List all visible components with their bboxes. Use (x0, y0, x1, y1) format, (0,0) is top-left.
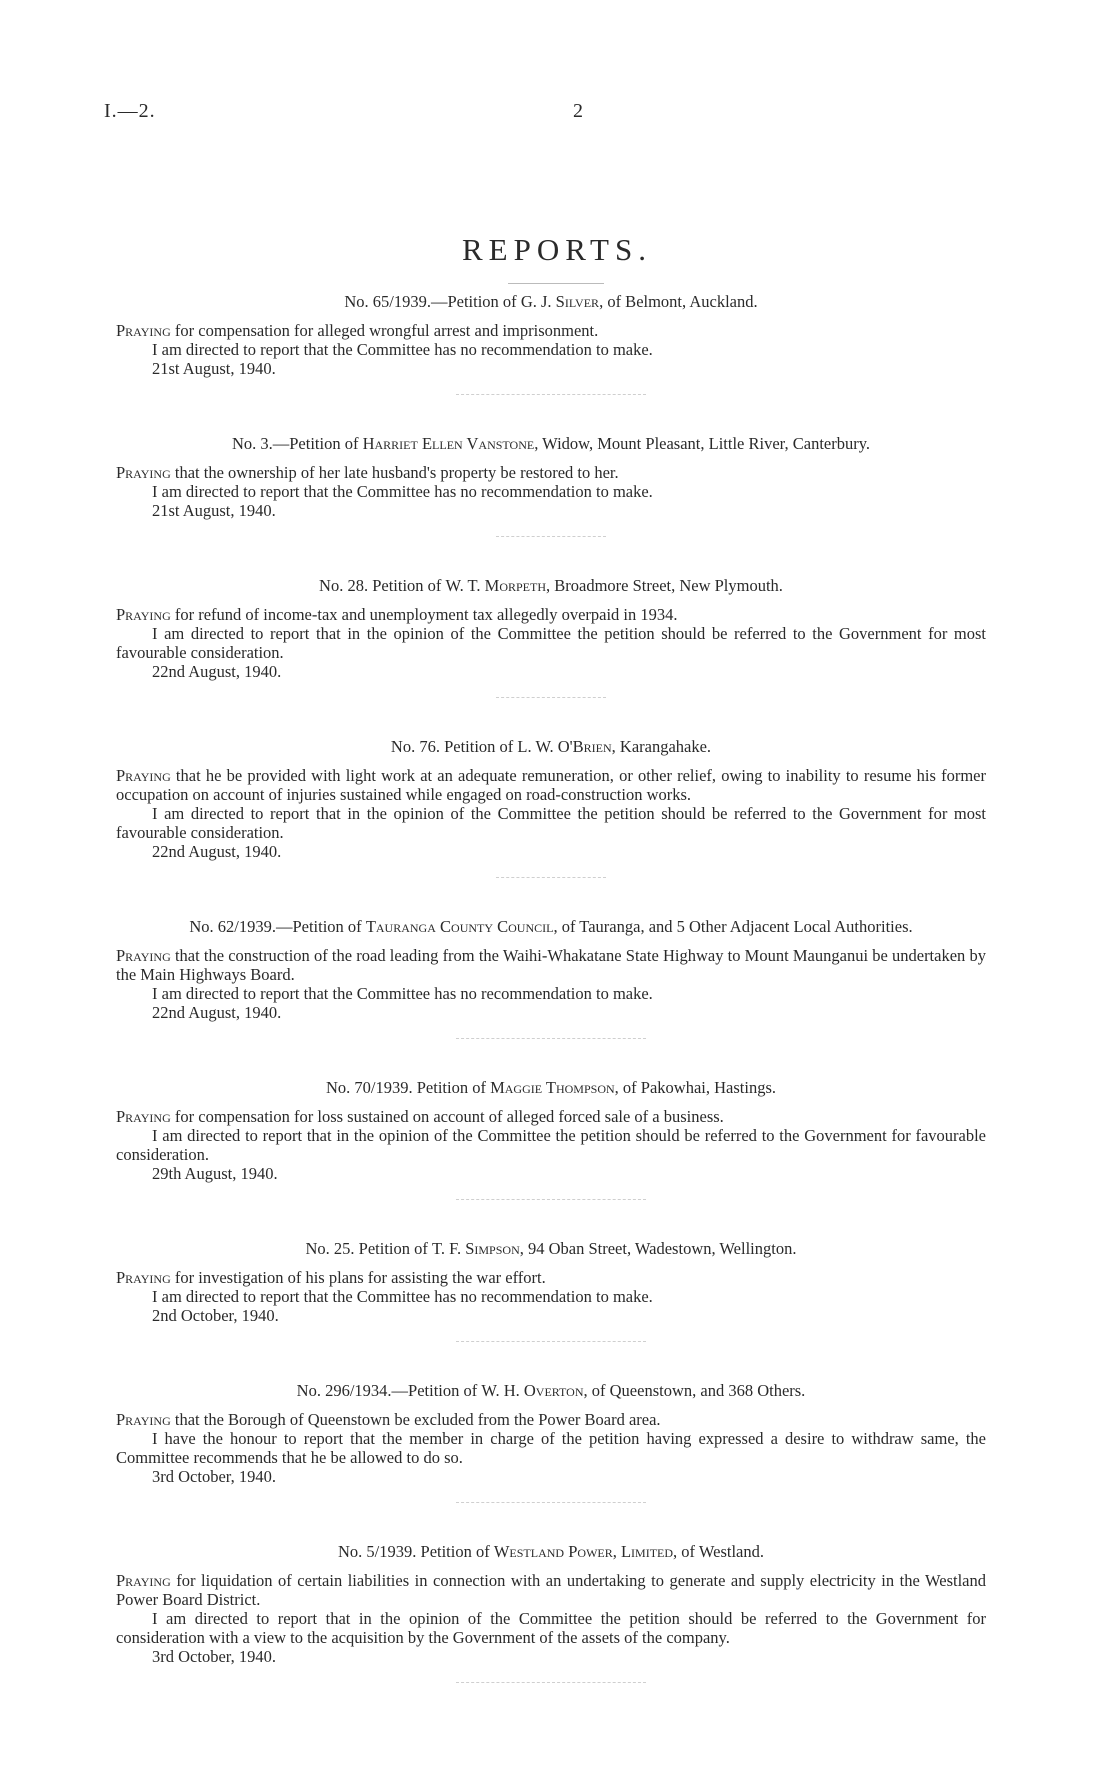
petition-entry-1 (116, 292, 986, 396)
petition-prayer: Praying that he be provided with light work at an adequate remuneration, or other relief, owing to inability to resume his former occupation on account of injuries sustained while engaged on road-construction works. (116, 766, 986, 804)
petition-entry-8 (116, 1381, 986, 1504)
entry-divider (496, 697, 606, 699)
report-date: 3rd October, 1940. (152, 1647, 276, 1666)
committee-report: I am directed to report that in the opinion of the Committee the petition should be referred to the Government for consideration with a view to the acquisition by the Government of the assets of the company. (116, 1609, 986, 1647)
report-date: 22nd August, 1940. (152, 1003, 282, 1022)
entry-divider (456, 394, 646, 396)
document-reference: I.—2. (104, 100, 156, 122)
committee-report: I am directed to report that the Committee has no recommendation to make. (152, 340, 653, 359)
committee-report: I am directed to report that the Committee has no recommendation to make. (152, 984, 653, 1003)
report-date: 29th August, 1940. (152, 1164, 278, 1183)
petition-heading: No. 296/1934.—Petition of W. H. Overton, of Queenstown, and 368 Others. (296, 1381, 806, 1400)
committee-report: I am directed to report that the Committee has no recommendation to make. (152, 482, 653, 501)
entry-divider (456, 1502, 646, 1504)
reports-list (116, 292, 986, 1722)
title-divider (508, 283, 604, 284)
petition-entry-5 (116, 917, 986, 1040)
petition-prayer: Praying for liquidation of certain liabilities in connection with an undertaking to generate and supply electricity in the Westland Power Board District. (116, 1571, 986, 1609)
entry-divider (456, 1341, 646, 1343)
petition-prayer: Praying for investigation of his plans for assisting the war effort. (116, 1268, 546, 1287)
committee-report: I am directed to report that in the opinion of the Committee the petition should be referred to the Government for favourable consideration. (116, 1126, 986, 1164)
petition-prayer: Praying for compensation for loss sustained on account of alleged forced sale of a business. (116, 1107, 724, 1126)
petition-entry-4 (116, 737, 986, 879)
petition-heading: No. 5/1939. Petition of Westland Power, Limited, of Westland. (338, 1542, 764, 1561)
page-title: REPORTS. (462, 232, 652, 267)
petition-heading: No. 3.—Petition of Harriet Ellen Vanstone, Widow, Mount Pleasant, Little River, Canterbury. (231, 434, 871, 453)
petition-entry-9 (116, 1542, 986, 1684)
petition-heading: No. 28. Petition of W. T. Morpeth, Broadmore Street, New Plymouth. (319, 576, 783, 595)
page-number: 2 (573, 100, 583, 122)
petition-heading: No. 62/1939.—Petition of Tauranga County Council, of Tauranga, and 5 Other Adjacent Local Authorities. (189, 917, 913, 936)
report-date: 21st August, 1940. (152, 359, 276, 378)
report-date: 3rd October, 1940. (152, 1467, 276, 1486)
report-date: 22nd August, 1940. (152, 842, 282, 861)
petition-prayer: Praying for refund of income-tax and unemployment tax allegedly overpaid in 1934. (116, 605, 678, 624)
petition-prayer: Praying that the Borough of Queenstown be excluded from the Power Board area. (116, 1410, 661, 1429)
entry-divider (496, 877, 606, 879)
petition-prayer: Praying for compensation for alleged wrongful arrest and imprisonment. (116, 321, 599, 340)
committee-report: I am directed to report that in the opinion of the Committee the petition should be referred to the Government for most favourable consideration. (116, 804, 986, 842)
petition-entry-3 (116, 576, 986, 699)
petition-prayer: Praying that the construction of the road leading from the Waihi-Whakatane State Highway to Mount Maunganui be undertaken by the Main Highways Board. (116, 946, 986, 984)
committee-report: I am directed to report that in the opinion of the Committee the petition should be referred to the Government for most favourable consideration. (116, 624, 986, 662)
entry-divider (456, 1199, 646, 1201)
report-date: 22nd August, 1940. (152, 662, 282, 681)
petition-heading: No. 25. Petition of T. F. Simpson, 94 Oban Street, Wadestown, Wellington. (305, 1239, 797, 1258)
petition-entry-6 (116, 1078, 986, 1201)
petition-entry-2 (116, 434, 986, 538)
petition-heading: No. 70/1939. Petition of Maggie Thompson, of Pakowhai, Hastings. (325, 1078, 776, 1097)
report-date: 21st August, 1940. (152, 501, 276, 520)
entry-divider (456, 1682, 646, 1684)
entry-divider (496, 536, 606, 538)
petition-prayer: Praying that the ownership of her late husband's property be restored to her. (116, 463, 619, 482)
entry-divider (456, 1038, 646, 1040)
committee-report: I have the honour to report that the member in charge of the petition having expressed a desire to withdraw same, the Committee recommends that he be allowed to do so. (116, 1429, 986, 1467)
committee-report: I am directed to report that the Committee has no recommendation to make. (152, 1287, 653, 1306)
report-date: 2nd October, 1940. (152, 1306, 279, 1325)
petition-heading: No. 76. Petition of L. W. O'Brien, Karangahake. (390, 737, 712, 756)
petition-heading: No. 65/1939.—Petition of G. J. Silver, of Belmont, Auckland. (344, 292, 758, 311)
petition-entry-7 (116, 1239, 986, 1343)
